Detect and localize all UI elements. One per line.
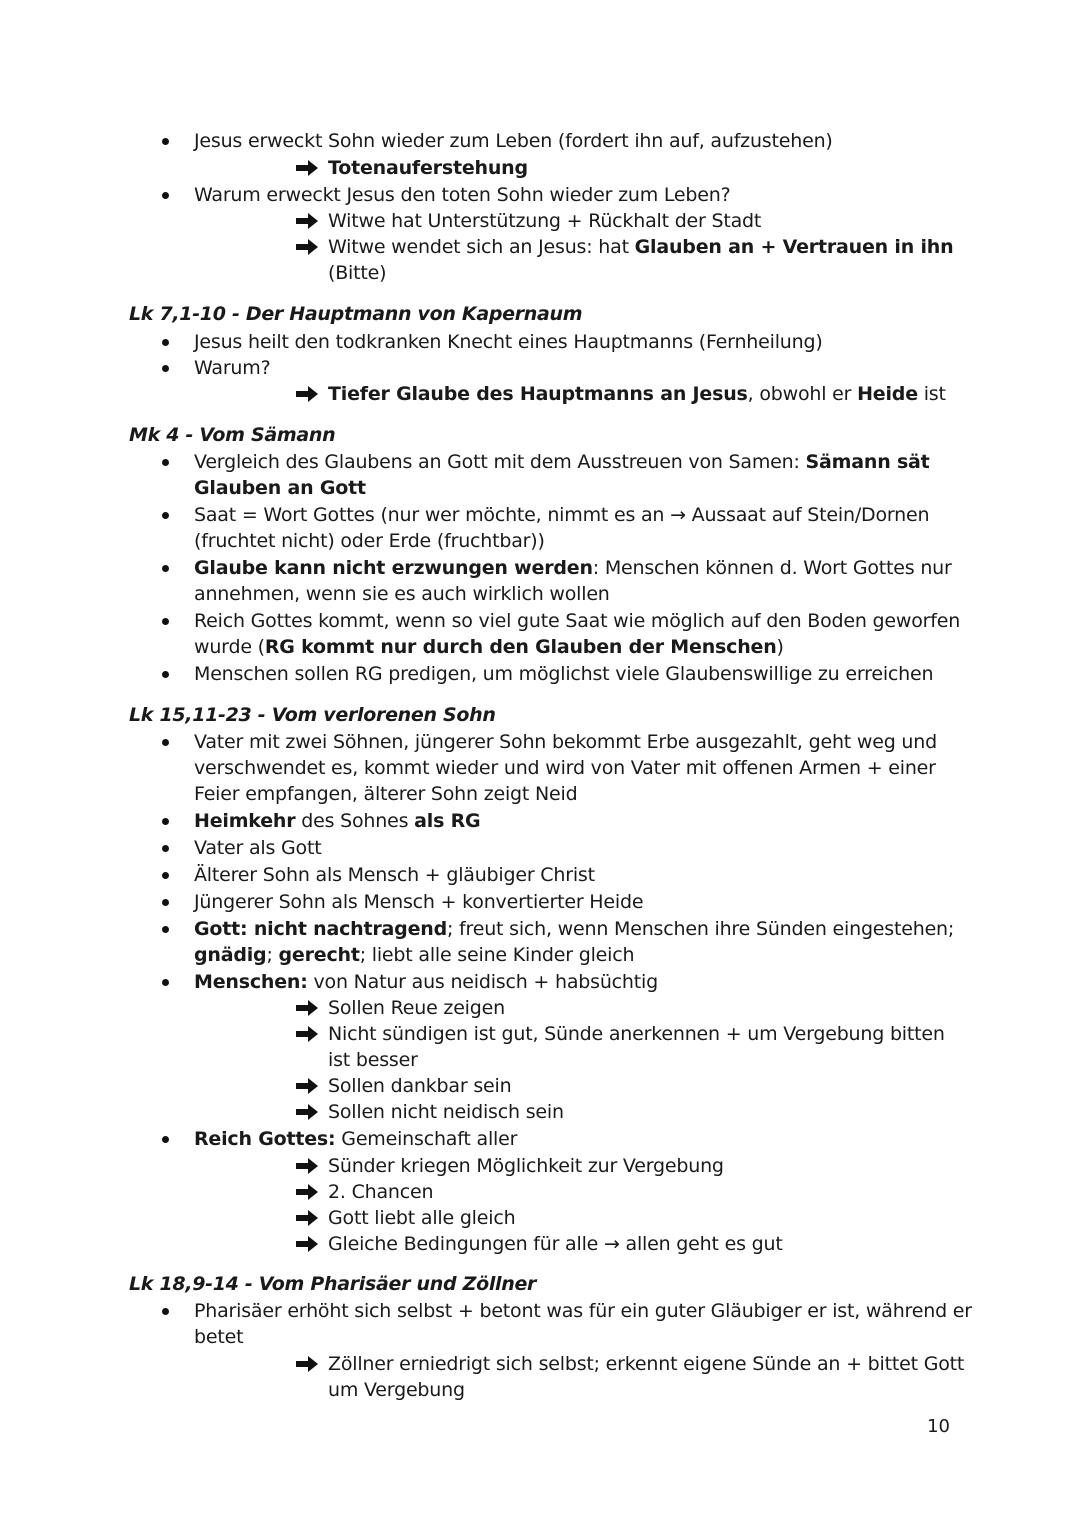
arrow-right-icon [296, 385, 318, 403]
arrow-item: Tiefer Glaube des Hauptmanns an Jesus, obwohl er Heide ist [328, 383, 946, 405]
bullet-icon [162, 565, 169, 572]
list-item: Pharisäer erhöht sich selbst + betont was für ein guter Gläubiger er ist, während er [194, 1300, 972, 1322]
bullet-icon [162, 926, 169, 933]
list-item: Heimkehr des Sohnes als RG [194, 810, 481, 832]
bullet-icon [162, 1136, 169, 1143]
list-item: Reich Gottes: Gemeinschaft aller [194, 1128, 518, 1150]
bullet-icon [162, 138, 169, 145]
arrow-item: 2. Chancen [328, 1181, 434, 1203]
arrow-item-continuation: (Bitte) [328, 262, 387, 284]
list-item: Saat = Wort Gottes (nur wer möchte, nimmt es an → Aussaat auf Stein/Dornen [194, 504, 930, 526]
arrow-item: Gleiche Bedingungen für alle → allen geht es gut [328, 1233, 783, 1255]
arrow-item: Sünder kriegen Möglichkeit zur Vergebung [328, 1155, 724, 1177]
arrow-right-icon [296, 1025, 318, 1043]
arrow-right-icon [296, 1209, 318, 1227]
list-item-continuation: (fruchtet nicht) oder Erde (fruchtbar)) [194, 530, 545, 552]
arrow-right-icon [296, 1157, 318, 1175]
bullet-icon [162, 872, 169, 879]
arrow-right-icon [296, 1183, 318, 1201]
page-number: 10 [927, 1416, 950, 1437]
list-item-continuation: betet [194, 1326, 244, 1348]
list-item: Vergleich des Glaubens an Gott mit dem Ausstreuen von Samen: Sämann sät [194, 451, 930, 473]
arrow-right-icon [296, 1235, 318, 1253]
arrow-right-icon [296, 1103, 318, 1121]
arrow-item-continuation: ist besser [328, 1049, 418, 1071]
list-item: Jesus heilt den todkranken Knecht eines Hauptmanns (Fernheilung) [194, 331, 823, 353]
bullet-icon [162, 845, 169, 852]
list-item-continuation: gnädig; gerecht; liebt alle seine Kinder gleich [194, 944, 635, 966]
arrow-item: Zöllner erniedrigt sich selbst; erkennt eigene Sünde an + bittet Gott [328, 1353, 965, 1375]
list-item: Jüngerer Sohn als Mensch + konvertierter Heide [194, 891, 644, 913]
list-item: Reich Gottes kommt, wenn so viel gute Saat wie möglich auf den Boden geworfen [194, 610, 961, 632]
list-item: Warum? [194, 357, 271, 379]
arrow-item: Sollen nicht neidisch sein [328, 1101, 564, 1123]
list-item: Menschen sollen RG predigen, um möglichst viele Glaubenswillige zu erreichen [194, 663, 934, 685]
section-heading: Lk 15,11-23 - Vom verlorenen Sohn [129, 704, 496, 726]
bullet-icon [162, 365, 169, 372]
list-item-continuation: Feier empfangen, älterer Sohn zeigt Neid [194, 783, 578, 805]
list-item-continuation: Glauben an Gott [194, 477, 366, 499]
arrow-right-icon [296, 212, 318, 230]
arrow-item: Gott liebt alle gleich [328, 1207, 516, 1229]
list-item: Älterer Sohn als Mensch + gläubiger Christ [194, 864, 595, 886]
bullet-icon [162, 671, 169, 678]
section-heading: Lk 18,9-14 - Vom Pharisäer und Zöllner [129, 1273, 537, 1295]
section-heading: Lk 7,1-10 - Der Hauptmann von Kapernaum [129, 303, 583, 325]
bullet-icon [162, 618, 169, 625]
bullet-icon [162, 512, 169, 519]
arrow-item: Sollen Reue zeigen [328, 997, 505, 1019]
arrow-right-icon [296, 1355, 318, 1373]
list-item: Menschen: von Natur aus neidisch + habsüchtig [194, 971, 658, 993]
arrow-item: Totenauferstehung [328, 157, 528, 179]
list-item: Jesus erweckt Sohn wieder zum Leben (fordert ihn auf, aufzustehen) [194, 130, 833, 152]
list-item: Vater als Gott [194, 837, 322, 859]
list-item-continuation: annehmen, wenn sie es auch wirklich wollen [194, 583, 610, 605]
list-item: Vater mit zwei Söhnen, jüngerer Sohn bekommt Erbe ausgezahlt, geht weg und [194, 731, 937, 753]
arrow-item: Witwe hat Unterstützung + Rückhalt der Stadt [328, 210, 762, 232]
arrow-item: Sollen dankbar sein [328, 1075, 512, 1097]
bullet-icon [162, 459, 169, 466]
bullet-icon [162, 739, 169, 746]
bullet-icon [162, 1308, 169, 1315]
section-heading: Mk 4 - Vom Sämann [129, 424, 336, 446]
bullet-icon [162, 899, 169, 906]
arrow-item: Witwe wendet sich an Jesus: hat Glauben an + Vertrauen in ihn [328, 236, 954, 258]
arrow-item-continuation: um Vergebung [328, 1379, 465, 1401]
bullet-icon [162, 818, 169, 825]
arrow-item: Nicht sündigen ist gut, Sünde anerkennen + um Vergebung bitten [328, 1023, 945, 1045]
arrow-right-icon [296, 159, 318, 177]
arrow-right-icon [296, 1077, 318, 1095]
bullet-icon [162, 339, 169, 346]
list-item: Gott: nicht nachtragend; freut sich, wenn Menschen ihre Sünden eingestehen; [194, 918, 955, 940]
list-item-continuation: verschwendet es, kommt wieder und wird von Vater mit offenen Armen + einer [194, 757, 936, 779]
bullet-icon [162, 979, 169, 986]
bullet-icon [162, 192, 169, 199]
arrow-right-icon [296, 999, 318, 1017]
arrow-right-icon [296, 238, 318, 256]
list-item: Warum erweckt Jesus den toten Sohn wieder zum Leben? [194, 184, 731, 206]
list-item-continuation: wurde (RG kommt nur durch den Glauben der Menschen) [194, 636, 784, 658]
list-item: Glaube kann nicht erzwungen werden: Menschen können d. Wort Gottes nur [194, 557, 952, 579]
